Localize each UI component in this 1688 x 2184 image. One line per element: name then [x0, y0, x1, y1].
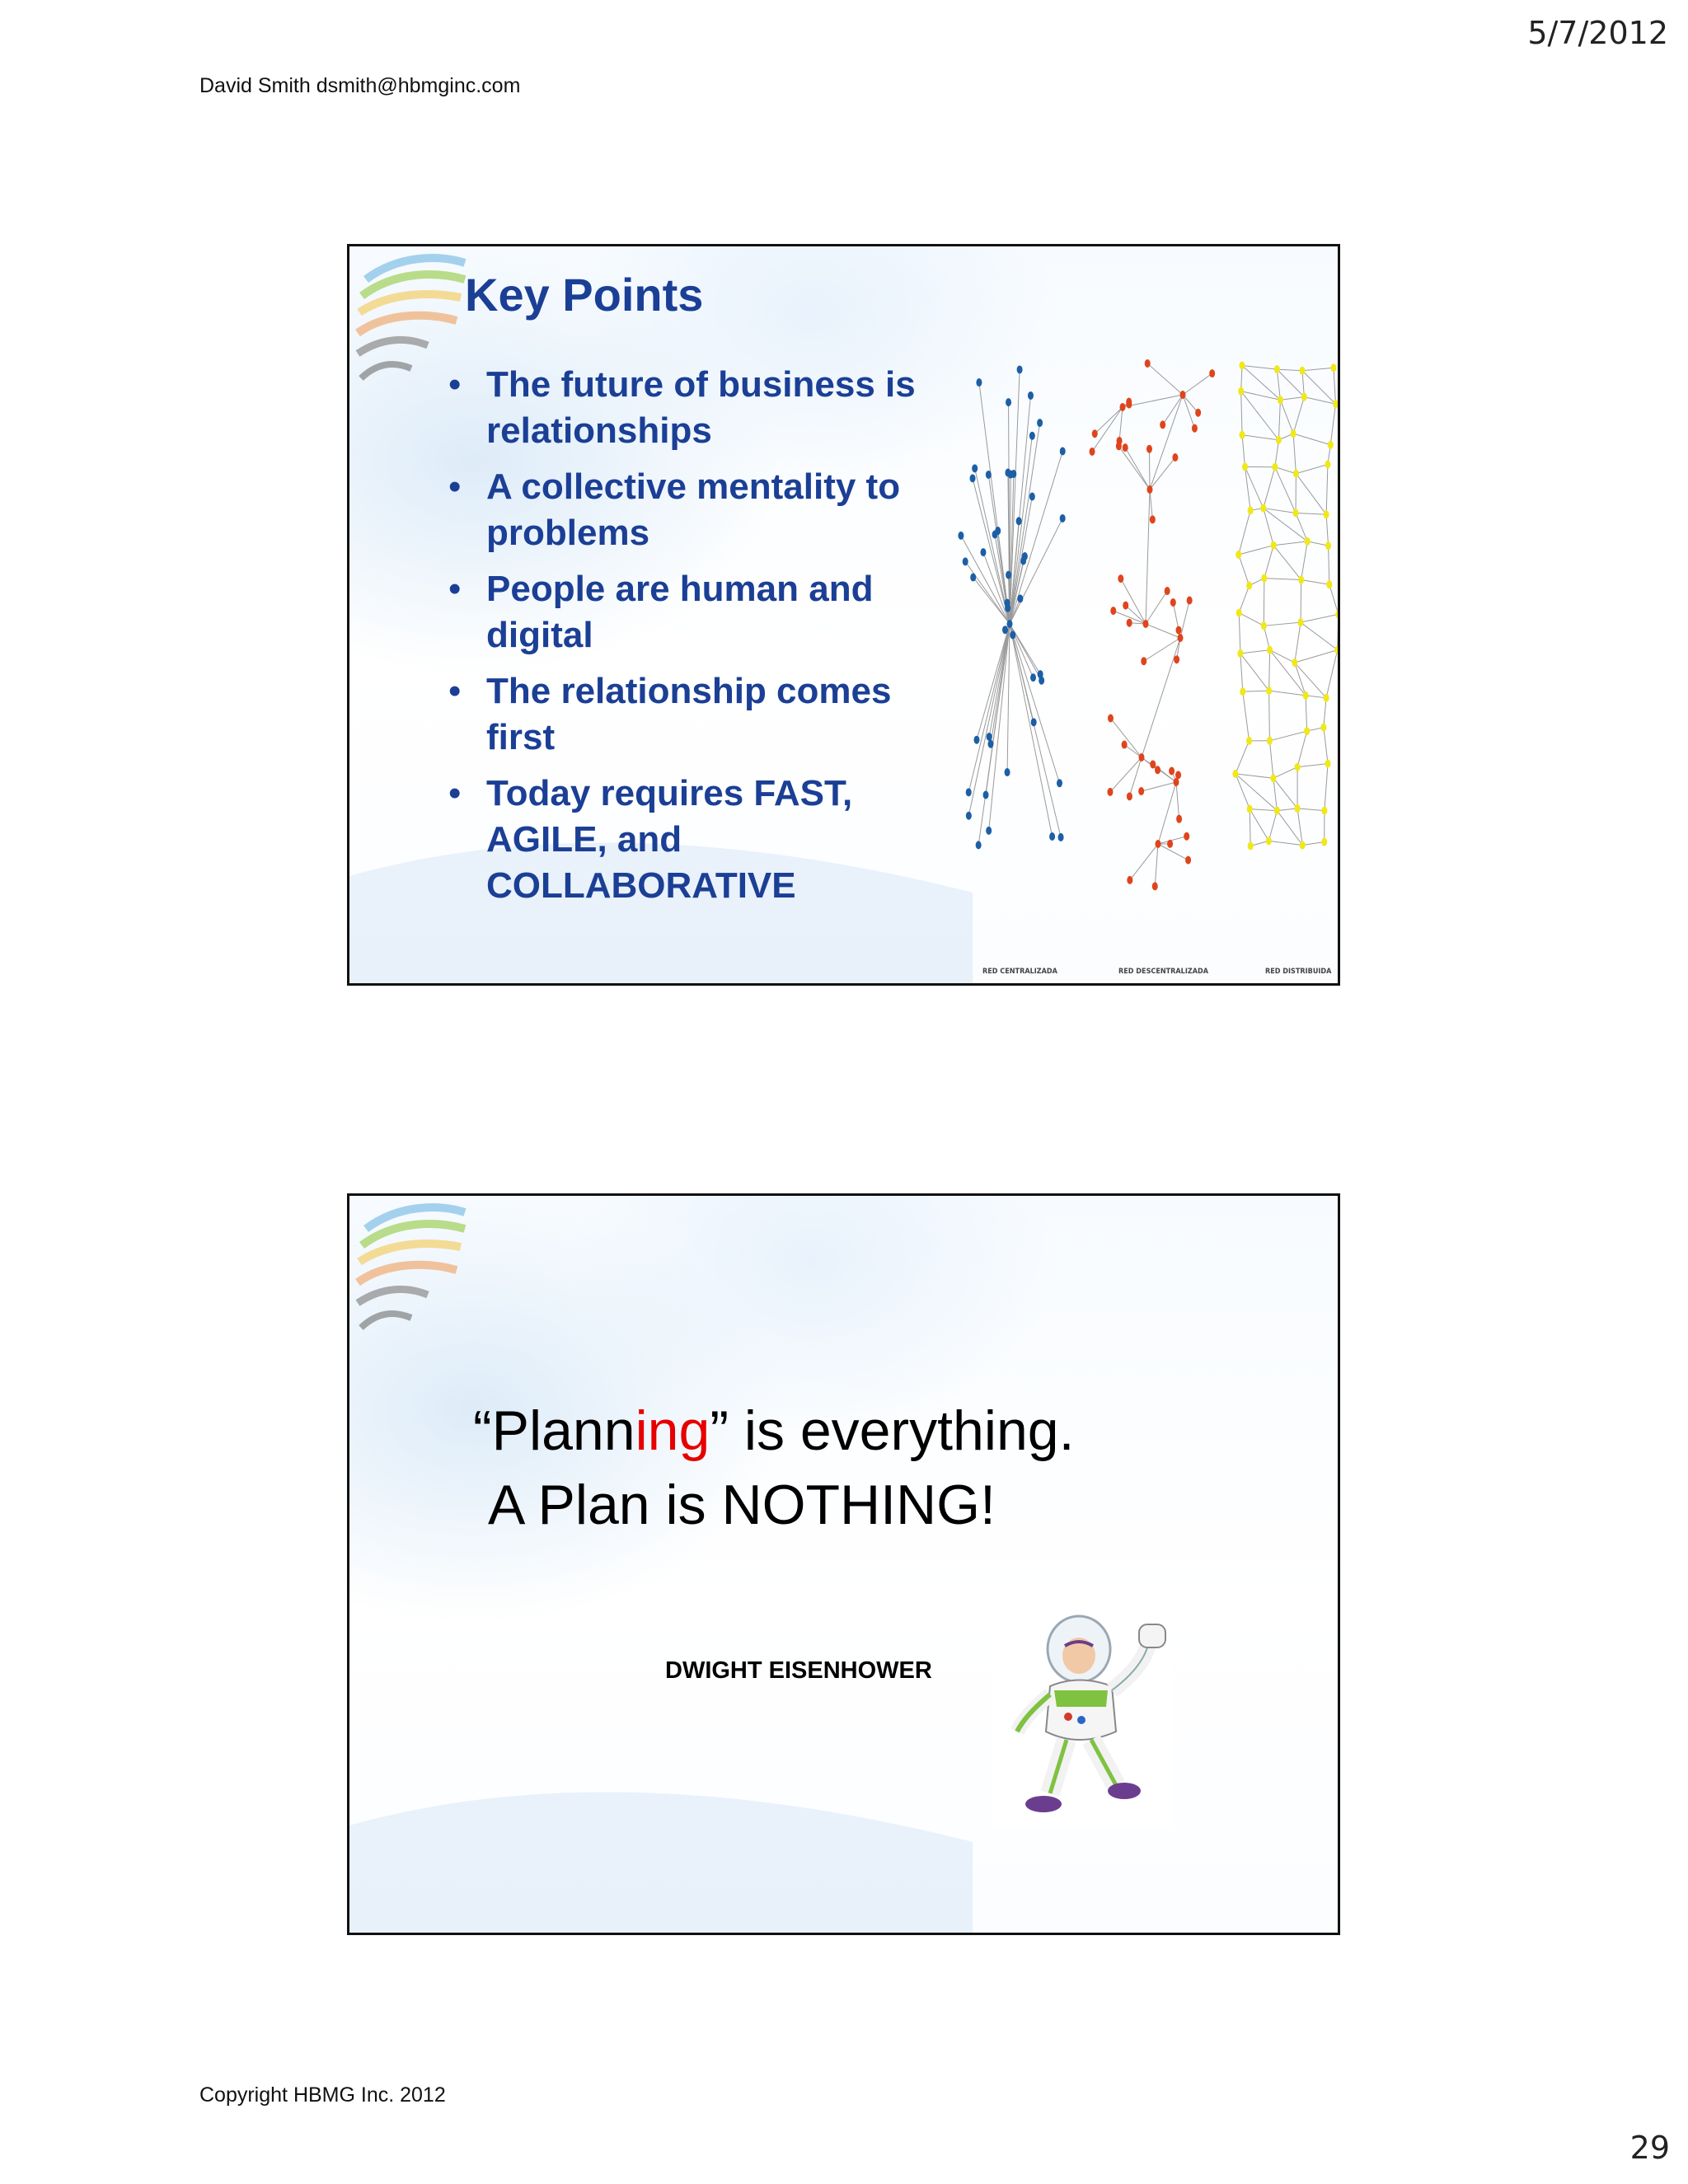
network-node: [1334, 646, 1340, 654]
network-node: [976, 378, 982, 387]
network-node: [1267, 737, 1273, 745]
network-edge: [1269, 731, 1306, 741]
quote-line-2: A Plan is NOTHING!: [488, 1474, 996, 1536]
network-label-centralized: RED CENTRALIZADA: [982, 968, 1057, 976]
network-edge: [1240, 650, 1270, 654]
network-node: [1127, 876, 1132, 884]
network-edge: [1273, 778, 1297, 808]
network-label-distributed: RED DISTRIBUIDA: [1265, 968, 1332, 976]
network-edge: [1293, 434, 1296, 473]
network-node: [1029, 492, 1035, 500]
network-node: [1321, 807, 1327, 815]
network-node: [1022, 552, 1028, 560]
network-edge: [1176, 782, 1179, 819]
quote-highlight: ing: [635, 1399, 710, 1462]
network-edge: [1326, 650, 1338, 698]
network-node: [1209, 369, 1215, 377]
network-node: [1017, 594, 1023, 602]
network-edge: [1297, 731, 1307, 767]
network-node: [1187, 596, 1193, 604]
network-node: [1261, 574, 1267, 583]
network-node: [1152, 882, 1158, 890]
network-edge: [1326, 514, 1328, 546]
quote-rest: ” is everything.: [710, 1399, 1075, 1462]
network-edge: [1306, 696, 1326, 698]
network-node: [1300, 841, 1306, 849]
network-edge: [1010, 624, 1053, 837]
network-edge: [1243, 691, 1250, 741]
network-edge: [1302, 368, 1334, 371]
network-node: [1301, 393, 1307, 401]
network-node: [1261, 621, 1267, 630]
network-edge: [1277, 369, 1304, 396]
network-node: [1246, 737, 1252, 745]
bullet-text: Today requires FAST, AGILE, and COLLABORATIVE: [486, 773, 853, 906]
network-node: [1092, 429, 1098, 438]
network-node: [1126, 401, 1132, 409]
network-node: [1107, 788, 1113, 796]
network-edge: [1330, 404, 1335, 445]
network-edge: [977, 624, 1010, 740]
network-edge: [1270, 650, 1295, 663]
network-node: [1028, 391, 1034, 400]
network-node: [1195, 409, 1201, 417]
network-node: [1150, 760, 1156, 768]
network-node: [1325, 541, 1331, 550]
network-edge: [1239, 613, 1264, 626]
network-node: [1141, 657, 1146, 665]
network-node: [1176, 626, 1182, 635]
network-node: [1176, 815, 1182, 823]
network-node: [1185, 856, 1191, 865]
network-node: [1293, 509, 1299, 517]
network-edge: [1295, 650, 1338, 663]
network-edge: [1264, 509, 1273, 546]
bullet-marker: •: [448, 364, 462, 405]
network-node: [1122, 741, 1128, 749]
network-node: [1295, 763, 1301, 771]
network-node: [1274, 365, 1280, 373]
network-edge: [1236, 774, 1250, 809]
network-edge: [973, 478, 1010, 624]
network-node: [983, 790, 989, 799]
network-edge: [968, 624, 1010, 816]
quote-attribution: DWIGHT EISENHOWER: [665, 1657, 932, 1684]
network-edge: [1275, 440, 1279, 467]
network-edge: [1146, 490, 1150, 624]
network-node: [1031, 718, 1037, 726]
network-node: [1239, 361, 1245, 369]
network-edge: [1273, 767, 1297, 778]
network-edge: [1150, 395, 1183, 490]
network-edge: [1180, 600, 1189, 638]
network-node: [1005, 768, 1010, 776]
list-item: [448, 566, 926, 658]
slide-quote: [347, 1193, 1340, 1935]
network-node: [1242, 462, 1248, 471]
bullet-marker: •: [448, 569, 462, 609]
network-node: [1184, 832, 1189, 841]
network-node: [1123, 602, 1128, 610]
network-node: [1276, 436, 1282, 444]
network-edge: [975, 468, 1010, 624]
network-node: [1090, 448, 1095, 456]
network-node: [1060, 447, 1066, 455]
network-edge: [1239, 555, 1250, 586]
network-node: [1006, 571, 1011, 579]
network-edge: [1239, 510, 1250, 555]
network-edge: [989, 624, 1010, 737]
network-node: [1127, 792, 1132, 800]
network-node: [1274, 807, 1280, 815]
network-node: [1236, 609, 1242, 617]
network-edge: [1250, 809, 1277, 811]
network-node: [1146, 445, 1152, 453]
network-node: [972, 464, 978, 472]
network-edge: [1270, 650, 1306, 696]
network-edge: [1236, 774, 1273, 778]
bullet-marker: •: [448, 773, 462, 813]
network-node: [963, 557, 968, 565]
network-edge: [1150, 457, 1175, 490]
network-edge: [1304, 397, 1335, 405]
logo-swoosh-icon: [349, 1196, 473, 1361]
network-node: [1293, 470, 1299, 478]
network-node: [1325, 460, 1330, 468]
network-node: [1165, 587, 1170, 595]
network-node: [1246, 582, 1252, 590]
network-edge: [1307, 541, 1328, 546]
network-edge: [1240, 654, 1243, 691]
network-node: [1150, 515, 1156, 523]
network-edge: [1158, 782, 1176, 844]
network-edge: [1146, 624, 1180, 638]
network-node: [1292, 658, 1297, 667]
network-edge: [1264, 622, 1301, 626]
network-node: [1298, 618, 1304, 626]
network-edge: [1269, 691, 1306, 696]
network-edge: [1295, 663, 1306, 696]
network-edge: [1273, 546, 1301, 580]
network-node: [1160, 420, 1165, 429]
slide-key-points: [347, 244, 1340, 986]
network-node: [1320, 724, 1326, 732]
network-node: [1058, 833, 1064, 841]
network-edge: [1273, 778, 1277, 810]
network-node: [1167, 840, 1173, 848]
network-edge: [1338, 614, 1339, 649]
network-edge: [1240, 654, 1269, 691]
network-node: [1180, 391, 1186, 399]
network-edge: [1269, 741, 1273, 778]
network-edge: [1010, 624, 1059, 783]
bullet-text: A collective mentality to problems: [486, 466, 901, 553]
network-edge: [1149, 449, 1150, 490]
network-node: [1049, 832, 1055, 841]
network-node: [1169, 766, 1175, 775]
network-edge: [1146, 591, 1167, 624]
network-node: [1237, 649, 1243, 658]
network-edge: [1306, 696, 1307, 731]
network-edge: [1155, 844, 1158, 886]
network-node: [1007, 620, 1013, 628]
network-node: [986, 827, 992, 835]
network-node: [992, 530, 998, 538]
network-node: [1170, 598, 1176, 607]
network-node: [1192, 424, 1198, 433]
list-item: [448, 668, 926, 761]
author-line: David Smith dsmith@hbmginc.com: [199, 74, 521, 97]
network-edge: [1277, 808, 1297, 811]
network-edge: [1301, 541, 1308, 580]
network-edge: [1295, 663, 1326, 698]
network-edge: [1183, 373, 1212, 395]
network-node: [986, 471, 992, 479]
network-node: [1038, 670, 1043, 678]
quote-line-1: [473, 1394, 1074, 1468]
network-node: [1029, 432, 1035, 440]
network-node: [1139, 753, 1145, 762]
network-node: [1147, 485, 1153, 494]
network-edge: [1142, 782, 1176, 791]
network-node: [1333, 400, 1339, 408]
network-edge: [1277, 369, 1280, 400]
network-edge: [1239, 586, 1249, 613]
network-edge: [1183, 395, 1198, 413]
network-edge: [1301, 614, 1339, 622]
key-points-list: [448, 362, 926, 919]
network-edge: [1268, 811, 1277, 841]
network-node: [1108, 715, 1114, 723]
network-edge: [1118, 446, 1150, 490]
network-edge: [1110, 757, 1142, 792]
network-edge: [1269, 650, 1270, 691]
network-node: [966, 812, 972, 820]
network-edge: [1297, 808, 1325, 811]
network-node: [1138, 787, 1144, 795]
network-node: [1030, 673, 1036, 682]
network-node: [1303, 691, 1309, 700]
network-node: [1060, 514, 1066, 523]
network-node: [1324, 510, 1329, 518]
network-edge: [1296, 464, 1328, 473]
network-node: [1325, 760, 1331, 768]
network-node: [1016, 517, 1022, 525]
network-edge: [989, 624, 1010, 831]
network-edge: [1236, 741, 1250, 774]
network-node: [1321, 838, 1327, 846]
network-edge: [1324, 698, 1326, 728]
network-edge: [1325, 764, 1328, 811]
network-edge: [1241, 391, 1242, 435]
copyright-text: Copyright HBMG Inc. 2012: [199, 2083, 446, 2107]
network-edge: [1297, 764, 1328, 767]
network-node: [973, 736, 979, 744]
network-node: [1278, 396, 1283, 404]
network-edge: [1130, 844, 1158, 880]
network-node: [1271, 541, 1277, 550]
network-edge: [1275, 467, 1296, 474]
network-edge: [1242, 365, 1277, 369]
network-node: [1120, 403, 1126, 411]
network-node: [1272, 463, 1278, 471]
network-graph-illustration: [954, 345, 1340, 986]
network-edge: [1334, 368, 1336, 404]
network-edge: [1010, 624, 1040, 674]
network-edge: [1296, 474, 1326, 515]
network-node: [1002, 626, 1008, 634]
network-node: [1155, 766, 1160, 774]
network-node: [958, 532, 964, 540]
network-node: [1326, 580, 1332, 588]
network-node: [1248, 506, 1254, 514]
network-node: [1123, 443, 1128, 452]
network-node: [1248, 841, 1254, 850]
network-node: [1175, 771, 1181, 779]
network-node: [1295, 804, 1301, 813]
network-node: [1304, 727, 1310, 735]
network-edge: [1277, 369, 1302, 371]
network-node: [1174, 778, 1179, 786]
network-edge: [1121, 579, 1146, 624]
network-edge: [1147, 363, 1183, 395]
network-edge: [1264, 467, 1275, 509]
network-node: [1335, 610, 1340, 618]
network-edge: [1269, 691, 1270, 741]
network-edge: [983, 552, 1010, 624]
network-node: [1260, 504, 1266, 513]
list-item: [448, 362, 926, 454]
space-ranger-figure-icon: [992, 1608, 1207, 1839]
network-edge: [1295, 622, 1301, 663]
network-edge: [1280, 400, 1293, 434]
network-node: [1156, 840, 1161, 848]
quote-open: “Plann: [473, 1399, 635, 1462]
network-node: [1305, 537, 1311, 546]
network-node: [1330, 363, 1336, 372]
network-node: [1174, 655, 1179, 663]
network-node: [1017, 365, 1023, 373]
network-node: [1232, 770, 1238, 778]
network-edge: [1329, 584, 1339, 614]
network-node: [1298, 576, 1304, 584]
network-node: [980, 548, 986, 556]
network-edge: [1095, 407, 1123, 434]
bullet-text: People are human and digital: [486, 569, 874, 655]
network-edge: [1273, 541, 1307, 546]
network-edge: [1302, 842, 1324, 846]
network-node: [970, 474, 976, 482]
network-node: [966, 788, 972, 796]
network-node: [1143, 620, 1149, 628]
network-edge: [1278, 400, 1280, 440]
network-edge: [1264, 579, 1301, 580]
network-node: [1270, 774, 1276, 782]
page-number: 29: [1629, 2130, 1670, 2166]
network-edge: [1301, 580, 1329, 585]
network-edge: [1242, 435, 1278, 440]
network-node: [1057, 779, 1062, 787]
network-edge: [1163, 395, 1183, 424]
network-node: [1247, 805, 1253, 813]
network-node: [1118, 574, 1123, 583]
network-node: [1328, 441, 1334, 449]
network-edge: [1119, 407, 1123, 441]
bullet-marker: •: [448, 466, 462, 507]
quote-text: [473, 1394, 1074, 1542]
network-node: [970, 574, 976, 582]
network-edge: [1293, 434, 1330, 445]
network-node: [1127, 619, 1132, 627]
network-edge: [1302, 371, 1336, 404]
network-node: [1240, 431, 1245, 439]
network-edge: [1326, 464, 1328, 514]
bullet-marker: •: [448, 671, 462, 711]
network-edge: [1296, 513, 1326, 514]
network-edge: [1183, 395, 1194, 429]
network-edge: [1242, 435, 1245, 467]
network-diagram: [954, 345, 1340, 986]
page-date: 5/7/2012: [1527, 15, 1668, 51]
network-edge: [1280, 397, 1304, 401]
network-label-decentralized: RED DESCENTRALIZADA: [1118, 968, 1208, 976]
network-edge: [1250, 809, 1268, 841]
network-node: [1266, 837, 1272, 845]
network-node: [1291, 429, 1296, 438]
network-node: [987, 733, 992, 741]
network-node: [1178, 634, 1184, 642]
network-edge: [1239, 546, 1273, 555]
bullet-text: The relationship comes first: [486, 671, 892, 757]
network-edge: [1264, 546, 1273, 579]
network-edge: [1150, 490, 1152, 519]
network-edge: [1239, 613, 1240, 654]
network-edge: [1275, 467, 1296, 513]
network-node: [1267, 646, 1273, 654]
list-item: [448, 771, 926, 909]
network-node: [1324, 694, 1329, 702]
network-edge: [1268, 841, 1302, 845]
network-node: [987, 740, 993, 748]
network-node: [1116, 442, 1122, 450]
network-node: [1008, 471, 1014, 479]
network-node: [1110, 607, 1116, 615]
network-node: [976, 841, 982, 849]
network-node: [1145, 359, 1151, 368]
network-node: [1299, 367, 1305, 375]
network-edge: [1301, 622, 1338, 649]
network-edge: [1125, 448, 1150, 490]
slide-title: Key Points: [465, 269, 704, 321]
network-node: [1266, 687, 1272, 695]
network-edge: [1293, 397, 1304, 434]
network-node: [1236, 551, 1241, 559]
network-edge: [1158, 844, 1189, 860]
network-edge: [1324, 728, 1328, 764]
network-node: [1037, 419, 1043, 427]
network-node: [1006, 398, 1011, 406]
network-edge: [1142, 638, 1180, 757]
list-item: [448, 464, 926, 556]
network-node: [1240, 687, 1245, 696]
network-edge: [1110, 719, 1142, 757]
bullet-text: The future of business is relationships: [486, 364, 916, 451]
network-node: [1010, 630, 1015, 639]
network-node: [1238, 387, 1244, 396]
network-node: [1004, 598, 1010, 607]
network-node: [1172, 453, 1178, 462]
